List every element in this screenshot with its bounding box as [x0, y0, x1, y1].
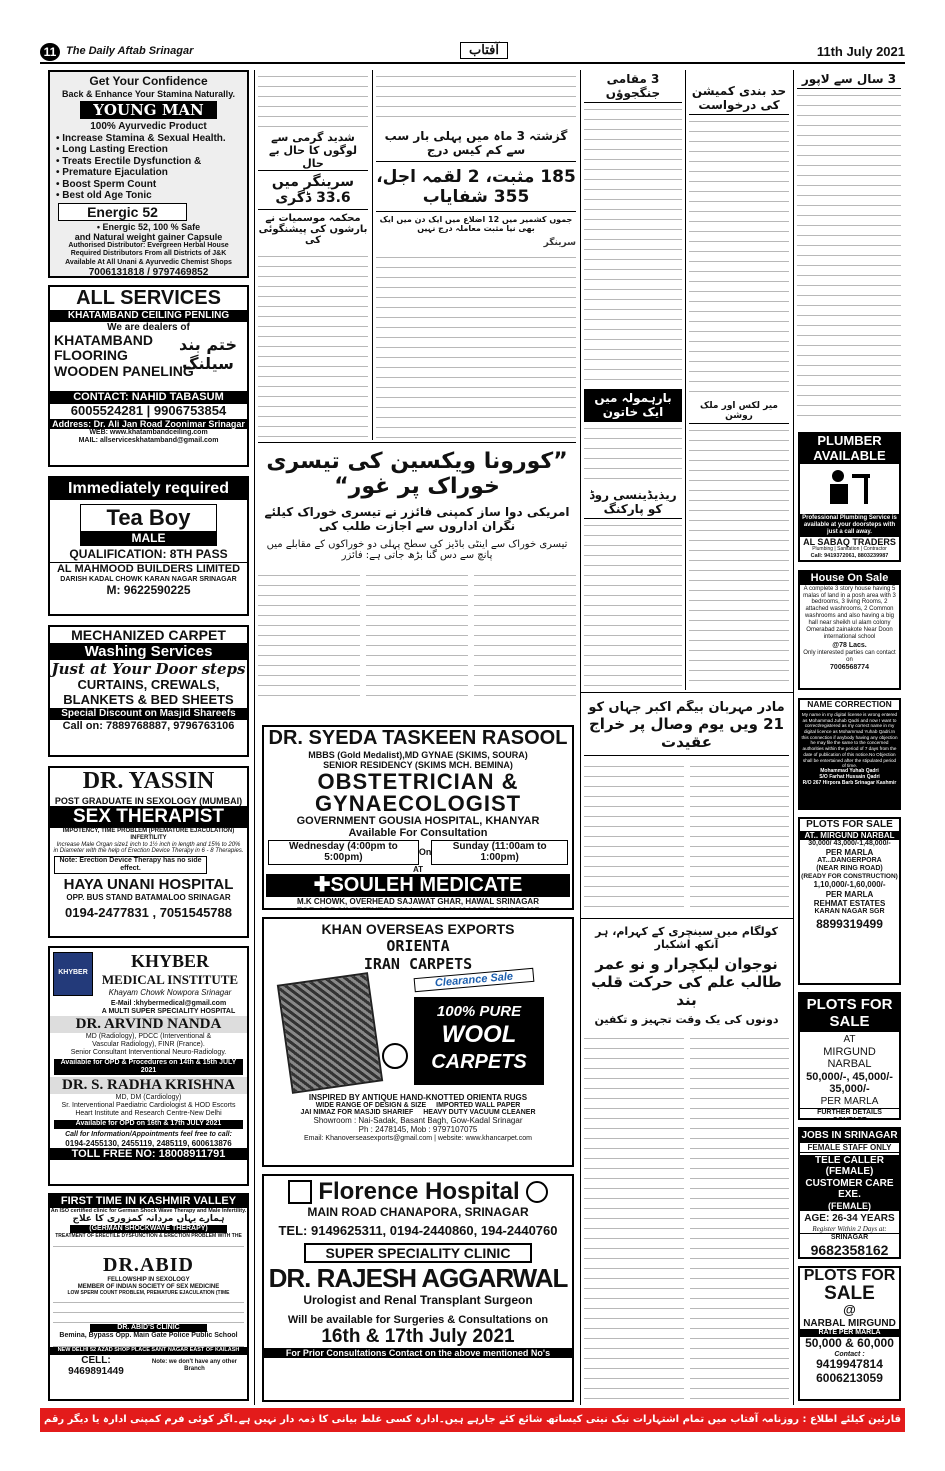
news-subhead: دونوں کی یک وقت تجہیز و تکفین [594, 1013, 779, 1026]
name-correction-ad [798, 698, 901, 810]
clinic-title: SUPER SPECIALITY CLINIC [304, 1243, 532, 1263]
gender: MALE [80, 532, 217, 546]
qualification: QUALIFICATION: 8TH PASS [69, 547, 228, 562]
doctor-name: DR. S. RADHA KRISHNA [50, 1077, 247, 1094]
doctor-name: DR. RAJESH AGGARWAL [268, 1262, 568, 1293]
bullet: • Long Lasting Erection [56, 144, 168, 156]
plumber-icon [828, 470, 872, 508]
location: NARBAL MIRGUND [803, 1317, 896, 1329]
ad-title: NAME CORRECTION [800, 700, 899, 711]
young-man-ad [48, 70, 249, 278]
ad-line: Just at Your Door steps [51, 660, 246, 679]
notice-name: Mohammad Yuhab Qadri [820, 768, 879, 775]
ad-line: Only interested parties can contact on [803, 649, 896, 663]
price: 50,000/-, 45,000/- [806, 1070, 893, 1083]
notice-text: My name in my digital license is wrong entered as Mohammad Juhab Qadri and now I want to correct/registered as my correct name in my digital licence as Mohammad Yuhab Qadri.In this connection if anybody having any objection he may file the same to the concerned authorities within the period of 7 days from the date of publication of this notice.No Objection shall be entertained after the stipulated period of time. [801, 711, 898, 769]
ad-line: Back & Enhance Your Stamina Naturally. [61, 88, 236, 99]
address: DARISH KADAL CHOWK KARAN NAGAR SRINAGAR [60, 575, 237, 583]
news-subhead: تیسری خوراک سے اینٹی باڈیز کی سطح پہلی دو خوراکوں کے مقابلے میں پانچ سے دس گنا بڑھ جاتی ہے: فائزر [266, 539, 568, 561]
price: @78 Lacs. [832, 641, 867, 649]
dr-abid-ad: FIRST TIME IN KASHMIR VALLEY An ISO certified clinic for German Shock Wave Therapy and Male Infertility. ہمارے یہاں مردانہ کمزوری کا علاج (GERMAN SHOCKWAVE THERAPY) TREATMENT OF ERECTILE DYSFUNCTION & ERECTION PROBLEM WITH THE DR.ABID FELLOWSHIP IN SEXOLOGY MEMBER OF INDIAN SOCIETY OF SEX MEDICINE LOW SPERM COUNT PROBLEM, PREMATURE EJACULATION (TIME DR. ABID'S CLINIC Bemina, Bypass Opp. Main Gate Police Public School NEW DELHI 52 AZAD SHOP PLACE SANT NAGAR EAST OF KAILASH CELL: 9469891449 Note: we don't have any other Branch [48, 1193, 249, 1401]
ad-line: in Diameter with the help of Erection Device Therapy in 6 - 8 Therapies. [53, 847, 244, 854]
tea-boy-ad [48, 476, 249, 616]
article-text [584, 103, 682, 385]
jobs-ad [798, 1127, 901, 1259]
location: SRINAGAR [830, 1233, 869, 1241]
vaccine-news [258, 442, 576, 697]
ad-title: Washing Services [50, 643, 247, 660]
phone: CELL: 9469891449 [68, 1354, 124, 1378]
price: 50,000 & 60,000 [805, 1336, 894, 1351]
web: WEB: www.khatambandceiling.com [89, 428, 208, 436]
covid-news [376, 70, 576, 440]
availability: Available for OPD & Procedures on 14th & 15th JULY 2021 [54, 1059, 243, 1075]
job-title: (FEMALE) [800, 1201, 899, 1211]
ad-title: Immediately required [50, 478, 247, 500]
feature: HEAVY DUTY VACUUM CLEANER [423, 1109, 536, 1117]
phone: 0194-2455130, 2455119, 2485119, 600613876 [65, 1138, 232, 1148]
news-headline: سرینگر میں 33.6 ڈگری [258, 170, 368, 210]
schedule: Sunday (11:00am to 1:00pm) [431, 840, 568, 865]
ad-line: MD (Radiology), PDCC (Interventional & [85, 1033, 212, 1041]
ad-line: Sr. Interventional Paediatric Cardiologist & HOD Escorts [61, 1102, 236, 1110]
hospital-name: Florence Hospital [318, 1178, 520, 1205]
availability: Available for OPD on 16th & 17th JULY 2021 [54, 1120, 243, 1128]
khyber-logo: KHYBER [53, 952, 93, 996]
ad-line: and Natural weight gainer Capsule [74, 232, 223, 243]
ad-line: We are dealers of [107, 321, 190, 333]
urdu-col-2 [689, 70, 789, 690]
hospital: HAYA UNANI HOSPITAL [63, 875, 234, 893]
ad-line: Contact : [834, 1351, 865, 1359]
phone: Call: 9419372061, 8803239987 [810, 552, 889, 559]
ad-line: Increase Male Organ size1 inch to 1½ inch in length and 15% to 20% [56, 841, 241, 848]
news-kicker: شدید گرمی سے لوگوں کا حال بے حال [269, 131, 357, 170]
ad-line: • Energic 52, 100 % Safe [96, 221, 201, 232]
ad-title: AVAILABLE [800, 449, 899, 464]
ad-line: POST GRADUATE IN SEXOLOGY (MUMBAI) [54, 795, 243, 806]
location: AT...DANGERPORA [817, 856, 882, 864]
job-title: TELE CALLER (FEMALE) [800, 1155, 899, 1178]
address: Showroom : Nai-Sadak, Basant Bagh, Gow-Kadal Srinagar [313, 1116, 523, 1126]
article-text [797, 89, 901, 424]
note: Note: we don't have any other Branch [151, 1359, 237, 1373]
phone: 7006568774 [830, 663, 869, 671]
ad-line: Available For Consultation [348, 827, 488, 840]
news-headline: حد بندی کمیشن کی درخواست [689, 82, 789, 115]
urdu-col-3 [584, 70, 682, 690]
ad-line: Senior Consultant Interventional Neuro-Radiology. [70, 1049, 227, 1057]
page-number: 11 [40, 43, 63, 61]
florence-logo-icon [288, 1180, 312, 1204]
ad-line: Heart Institute and Research Centre-New Delhi [75, 1110, 222, 1118]
ad-title: PLOTS FOR SALE [800, 994, 899, 1032]
email: E-Mail :khybermedical@gmail.com [110, 1000, 227, 1007]
plumber-ad [798, 432, 901, 562]
ad-line: Will be available for Surgeries & Consultations on [287, 1313, 549, 1326]
toll-free: TOLL FREE NO: 18008911791 [50, 1148, 247, 1161]
price: 35,000/- [829, 1083, 870, 1096]
email: Email: Khanoverseasexports@gmail.com | website: www.khancarpet.com [304, 1134, 532, 1142]
doctor-name: DR.ABID [103, 1253, 194, 1276]
ad-line: An ISO certified clinic for German Shock Wave Therapy and Male Infertility. [50, 1207, 247, 1214]
news-headline: 3 مقامی جنگجوؤں [584, 70, 682, 103]
ad-title: PLOTS FOR SALE [806, 819, 893, 830]
house-sale-ad [798, 570, 901, 690]
urdu-col-1 [797, 70, 901, 430]
phone: 6005524281 | 9906753854 [70, 402, 227, 418]
feature: WIDE RANGE OF DESIGN & SIZE [315, 1102, 427, 1110]
dr-syeda-ad [262, 725, 574, 910]
product-line: KHATAMBAND [54, 332, 154, 348]
specialty: Urologist and Renal Transplant Surgeon [303, 1292, 533, 1307]
ad-line: A MULTI SUPER SPECIALITY HOSPITAL [101, 1008, 236, 1016]
specialty: OBSTETRICIAN & [317, 768, 519, 794]
ad-line: IMPOTENCY, TIME PROBLEM (PREMATURE EJACULATION) INFERTILITY [62, 827, 235, 841]
ad-title: ALL SERVICES [76, 287, 221, 309]
ad-line: PER MARLA [820, 1096, 879, 1108]
news-headline: ریذیڈینسی روڈ کو پارکنگ [584, 486, 682, 519]
schedule: Wednesday (4:00pm to 5:00pm) [268, 840, 419, 865]
wool-label: WOOL [441, 1021, 517, 1048]
phone: 6006213059 [816, 1371, 883, 1386]
phone: M: 9622590225 [106, 582, 191, 597]
reader-notice-footer: قارئین کیلئے اطلاع : روزنامہ آفتاب میں تمام اشتہارات نیک نیتی کیساتھ شائع کئے جارہے ہیں۔ادارہ کسی غلط بیانی کا ذمہ دار نہیں ہے۔اگر کوئی فرم کمپنی ادارہ یا دیگر رقم طلب کرے تو اس کیلئے اچھی طرح چھان بین کریں ۔ انچارج اشتہارات [40, 1408, 905, 1432]
energic-label: Energic 52 [58, 203, 187, 221]
news-headline: میر لکس اور ملک روشن [689, 399, 789, 424]
news-headline: ”کورونا ویکسین کی تیسری خوراک پر غور“ [266, 449, 568, 499]
ad-title: JOBS IN SRINAGAR [801, 1130, 898, 1141]
ad-line: AT [412, 864, 424, 874]
phone: Ph : 2478145, Mob : 9797107075 [358, 1125, 478, 1135]
phone: 7006131818 / 9797469852 [88, 266, 209, 278]
sale-tag: Clearance Sale [414, 968, 535, 992]
ad-line: On [418, 847, 432, 858]
urdu-logo: ختم بند سیلنگ [179, 335, 237, 374]
ad-line: Plumbing | Sanitation | Contractor [812, 545, 887, 552]
ad-line: (GERMAN SHOCKWAVE THERAPY) [70, 1225, 227, 1233]
feature: JAI NIMAZ FOR MASJID SHARIEF [300, 1109, 414, 1117]
news-kicker: کولگام میں سینچری کے کہرام، ہر آنکھ اشکبار [595, 925, 778, 951]
article-text [258, 250, 368, 440]
ad-line: Professional Plumbing Service is available at your doorsteps with just a call away. [800, 514, 899, 537]
ad-line: KHATAMBAND CEILING PENLING [50, 310, 247, 322]
ad-line: 100% Ayurvedic Product [90, 121, 207, 133]
phone: 9419947814 [816, 1357, 883, 1372]
phone [264, 906, 572, 910]
page-header [40, 42, 905, 64]
ad-title: KHAN OVERSEAS EXPORTS [321, 921, 515, 937]
news-subhead: محکمہ موسمیات نے بارشوں کی پیشنگوئی کی [258, 213, 368, 246]
ad-line: FURTHER DETAILS [800, 1108, 899, 1120]
ad-line: Special Discount on Masjid Shareefs [50, 708, 247, 720]
address: MAIN ROAD CHANAPORA, SRINAGAR [307, 1205, 529, 1219]
location: AT.. MIRGUND NARBAL [800, 831, 899, 840]
ad-title: House On Sale [800, 572, 899, 585]
job-title: Tea Boy [80, 504, 217, 532]
ad-line: Vascular Radiology), FINR (France). [92, 1041, 205, 1049]
paper-name: The Daily Aftab Srinagar [66, 45, 194, 57]
ad-line: CURTAINS, CREWALS, [77, 677, 220, 693]
carpet-washing-ad [48, 625, 249, 757]
ad-line: RATE PER MARLA [800, 1329, 899, 1337]
job-title: CUSTOMER CARE EXE. [800, 1178, 899, 1201]
wool-label: CARPETS [431, 1050, 527, 1073]
ad-line: PER MARLA [825, 847, 874, 857]
ad-line: FEMALE STAFF ONLY [800, 1143, 899, 1153]
phone: 9682358162 [810, 1241, 889, 1258]
bullet: • Increase Stamina & Sexual Health. [56, 132, 226, 144]
carpet-image [277, 972, 383, 1094]
memorial-notice [584, 700, 789, 915]
brand: IRAN CARPETS [363, 955, 473, 973]
ad-line: SENIOR RESIDENCY (SKIMS MCH. BEMINA) [323, 760, 513, 771]
article-text [376, 251, 576, 440]
ad-line: TREATMENT OF ERECTILE DYSFUNCTION & ERECTION PROBLEM WITH THE [55, 1233, 242, 1239]
woolmark-icon [382, 1043, 408, 1069]
address: R/O 267 Hirpora Barb Srinagar Kashmir [802, 779, 897, 786]
ad-line: Required Distributors From all Districts of J&K [70, 250, 227, 258]
ad-line: LOW SPERM COUNT PROBLEM, PREMATURE EJACULATION (TIME [67, 1289, 230, 1296]
ad-line: PER MARLA [825, 889, 874, 899]
note: Note: Erection Device Therapy has no side effect. [54, 856, 207, 874]
news-headline: 3 سال سے لاپور [797, 70, 901, 89]
ad-line: Available At All Unani & Ayurvedic Chemist Shops [65, 258, 232, 266]
wool-label: 100% PURE [436, 1003, 522, 1020]
plots-sale-ad-2 [798, 992, 901, 1120]
ad-line: Register Within 2 Days at: [800, 1225, 899, 1234]
article-text [376, 70, 576, 125]
phone: 0194-2477831 , 7051545788 [65, 905, 232, 921]
ad-line: Authorised Distributor: Evergreen Herbal House [68, 242, 229, 250]
contact: CONTACT: NAHID TABASUM [50, 391, 247, 404]
age: AGE: 26-34 YEARS [804, 1213, 895, 1225]
phone: 8899319499 [816, 917, 883, 932]
phone: Call on: 7889768887, 9796763106 [62, 719, 235, 732]
ad-title: KHYBER [130, 951, 209, 971]
ad-line: INSPIRED BY ANTIQUE HAND-KNOTTED ORIENTA RUGS [308, 1093, 528, 1102]
plots-sale-ad-3 [798, 1266, 901, 1401]
byline: سرینگر [543, 238, 576, 248]
news-kicker: گزشتہ 3 ماہ میں پہلی بار سب سے کم کیس درج [384, 129, 568, 157]
address: Address: Dr. Ali Jan Road Zoonimar Srinagar [50, 419, 247, 429]
company: AL SABAQ TRADERS [803, 536, 896, 547]
doctor-name: DR. YASSIN [82, 768, 215, 794]
news-subhead: امریکی دوا ساز کمپنی فائزر نے تیسری خوراک کیلئے نگران اداروں سے اجازت طلب کی [264, 505, 570, 533]
specialty: GYNAECOLOGIST [314, 790, 522, 816]
ad-line: A complete 3 story house having 5 malas of land in a posh area with 3 bedrooms, 3 living Rooms, 2 attached washrooms, 2 Common washrooms and also having a big hall near sheikh ul alam colony Omerabad zainakote Near Doon international school [803, 585, 896, 640]
news-headline: نوجوان لیکچرار و نو عمر طالب علم کی حرکت قلب بند [591, 955, 782, 1009]
news-headline: مادر مہربان بیگم اکبر جہاں کو [588, 700, 785, 715]
ad-line: MEMBER OF INDIAN SOCIETY OF SEX MEDICINE [77, 1283, 220, 1290]
plots-sale-ad-1 [798, 817, 901, 985]
bullet: • Best old Age Tonic [56, 190, 152, 202]
address: KARAN NAGAR SGR [814, 908, 885, 916]
clinic-name: ✚SOULEH MEDICATE [266, 874, 570, 897]
company: REHMAT ESTATES [813, 898, 886, 908]
ad-line: (NEAR RING ROAD) [816, 864, 883, 872]
ad-line: MD, DM (Cardiology) [115, 1094, 182, 1102]
ad-title: SALE [824, 1283, 875, 1304]
news-headline: 21 ویں یوم وصال پر خراج عقیدت [584, 715, 789, 756]
cross-icon: ✚ [313, 874, 331, 897]
ad-line: BLANKETS & BED SHEETS [63, 692, 234, 708]
email: MAIL: allserviceskhatamband@gmail.com [78, 436, 219, 444]
location: MIRGUND NARBAL [823, 1045, 876, 1071]
doctor-name: DR. ARVIND NANDA [50, 1016, 247, 1033]
ad-line: Call for Information/Appointments feel free to call: [65, 1130, 232, 1138]
article-text [584, 519, 682, 690]
dr-yassin-ad [48, 766, 249, 938]
notice-name: S/O Farhat Hussain Qadri [819, 773, 880, 780]
news-headline: بارہمولہ میں ایک خاتون [584, 389, 682, 422]
feature: IMPORTED WALL PAPER [436, 1102, 521, 1110]
florence-hospital-ad [262, 1174, 574, 1402]
bullet: • Premature Ejaculation [56, 167, 168, 179]
dates: 16th & 17th July 2021 [321, 1326, 515, 1348]
address: NEW DELHI 52 AZAD SHOP PLACE SANT NAGAR EAST OF KAILASH [50, 1347, 247, 1353]
khyber-ad [48, 946, 249, 1186]
product-line: WOODEN PANELING [54, 362, 194, 379]
news-subhead: جموں کشمیر میں 12 اضلاع میں ایک دن میں ایک بھی نیا مثبت معاملہ درج نہیں [379, 215, 573, 233]
ad-line: MBBS (Gold Medalist),MD GYNAE (SKIMS, SOURA) [308, 750, 528, 760]
article-text [584, 422, 682, 482]
brand-name: YOUNG MAN [80, 101, 217, 119]
phone: TEL: 9149625311, 0194-2440860, 194-2440760 [278, 1222, 558, 1238]
ad-title: MEDICAL INSTITUTE [101, 972, 239, 987]
price: 30,000/ 43,000/-1,48,000/- [808, 839, 891, 847]
company: AL MAHMOOD BUILDERS LIMITED [50, 562, 247, 576]
article-text [258, 70, 368, 128]
bullet: • Boost Sperm Count [56, 178, 157, 190]
issue-date: 11th July 2021 [816, 44, 905, 59]
ad-title: FIRST TIME IN KASHMIR VALLEY [50, 1195, 247, 1208]
masthead-logo: آفتاب [460, 42, 508, 59]
accreditation-icon [526, 1181, 548, 1203]
hospital: GOVERNMENT GOUSIA HOSPITAL, KHANYAR [296, 814, 540, 827]
at-icon: @ [843, 1302, 856, 1317]
ad-title: SEX THERAPIST [50, 806, 247, 828]
temperature-news [258, 70, 368, 440]
ad-line: For Prior Consultations Contact on the above mentioned No's [264, 1348, 572, 1358]
doctor-name: DR. SYEDA TASKEEN RASOOL [268, 727, 568, 749]
ad-title: MECHANIZED CARPET [71, 627, 226, 643]
address: Khayam Chowk Nowpora Srinagar [108, 988, 232, 997]
news-headline: 185 مثبت، 2 لقمہ اجل، 355 شفایاب [376, 161, 576, 212]
price: 1,10,000/-1,60,000/- [813, 880, 886, 890]
brand: ORIENTA [386, 937, 450, 955]
ad-line: (READY FOR CONSTRUCTION) [801, 873, 898, 881]
address: OPP. BUS STAND BATAMALOO SRINAGAR [66, 892, 231, 902]
bullet: • Treats Erectile Dysfunction & [56, 155, 202, 167]
khan-overseas-ad [262, 917, 574, 1167]
product-line: FLOORING [54, 347, 128, 364]
clinic-name: DR. ABID'S CLINIC [90, 1324, 207, 1332]
kulgam-news [584, 925, 789, 1403]
all-services-ad [48, 285, 249, 467]
article-text [689, 115, 789, 395]
ad-title: PLOTS FOR [803, 1267, 896, 1284]
address: Bemina, Bypass Opp. Main Gate Police Public School [59, 1332, 238, 1340]
ad-line: AT [843, 1034, 856, 1045]
ad-title: PLUMBER [800, 434, 899, 449]
article-text [689, 424, 789, 690]
address: M.K CHOWK, OVERHEAD SAJAWAT GHAR, HAWAL SRINAGAR [297, 897, 539, 907]
ad-line: FELLOWSHIP IN SEXOLOGY [107, 1276, 190, 1283]
ad-line: Get Your Confidence [89, 74, 208, 88]
